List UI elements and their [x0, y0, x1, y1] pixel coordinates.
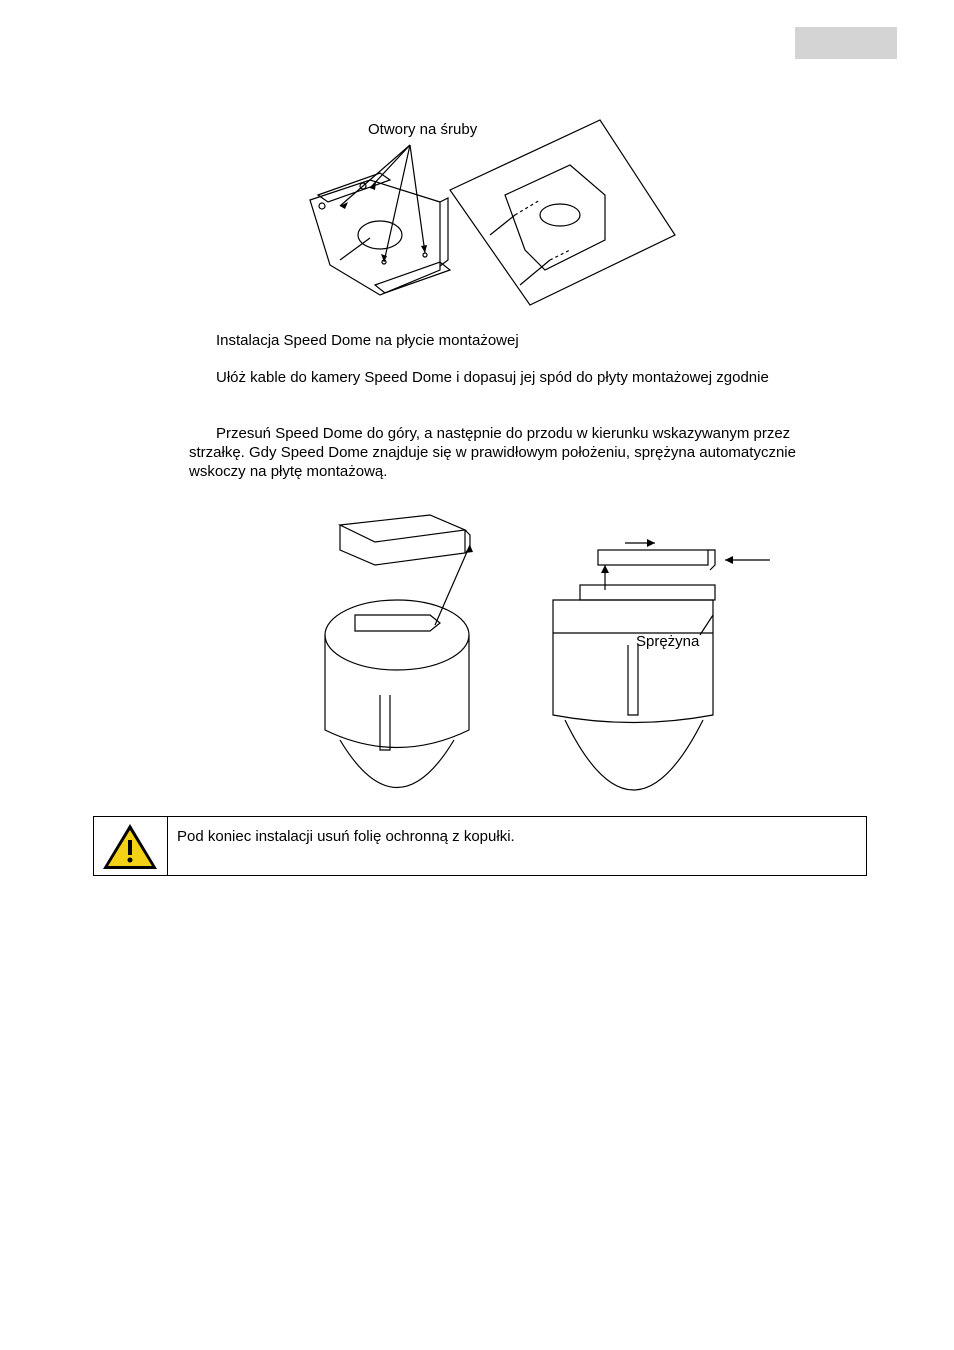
section-heading: Instalacja Speed Dome na płycie montażowej: [216, 332, 519, 349]
warning-box: [93, 816, 867, 876]
warning-triangle-icon: [94, 817, 167, 875]
screw-holes-callout: Otwory na śruby: [368, 121, 478, 138]
spring-label: Sprężyna: [636, 633, 700, 650]
speed-dome-figure: [310, 505, 790, 805]
warning-text: Pod koniec instalacji usuń folię ochronną z kopułki.: [177, 828, 515, 845]
mounting-plate-figure: [300, 110, 700, 320]
step-2-text: Przesuń Speed Dome do góry, a następnie do przodu w kierunku wskazywanym przez strzałkę. Gdy Speed Dome znajduje się w prawidłowym położeniu, sprężyna automatycznie wskoczy na płytę montażową.: [189, 425, 796, 480]
step-1-text: Ułóż kable do kamery Speed Dome i dopasuj jej spód do płyty montażowej zgodnie: [216, 369, 769, 386]
page-tab-marker: [795, 27, 897, 59]
warning-icon-cell: [94, 817, 168, 875]
